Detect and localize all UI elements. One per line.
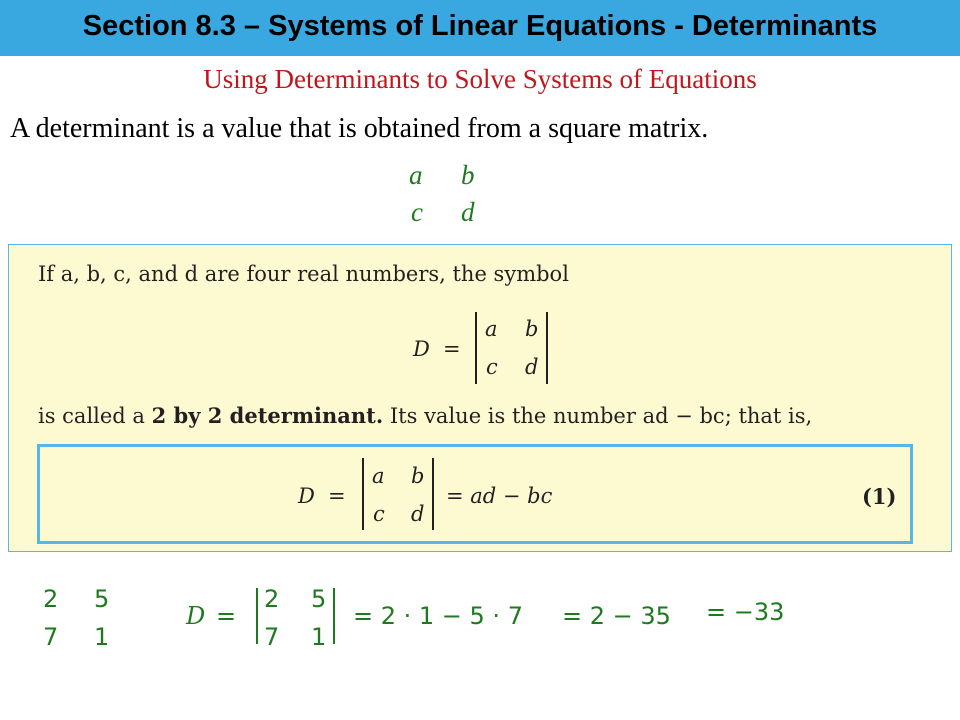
matrix-b: b — [461, 160, 475, 190]
definition-line-2: is called a 2 by 2 determinant. Its value is the number ad − bc; that is, — [38, 403, 813, 428]
formula-b: b — [411, 464, 425, 488]
det-b: b — [525, 317, 539, 341]
formula-D-label: D — [298, 484, 315, 508]
formula-result: = ad − bc — [446, 484, 553, 508]
det-a: a — [485, 317, 498, 341]
example-left-bar — [256, 588, 258, 644]
example-det-m21: 7 — [264, 623, 280, 651]
formula-a: a — [372, 464, 385, 488]
example-m12: 5 — [94, 585, 110, 613]
example-m21: 7 — [43, 623, 59, 651]
formula-right-bar — [432, 458, 434, 530]
matrix-c: c — [411, 197, 423, 227]
formula-equals: = — [328, 484, 346, 508]
formula-c: c — [373, 502, 385, 526]
example-det-m11: 2 — [264, 585, 280, 613]
intro-text: A determinant is a value that is obtained from a square matrix. — [10, 113, 709, 144]
det-left-bar — [475, 312, 477, 384]
matrix-a: a — [409, 160, 423, 190]
slide-subtitle: Using Determinants to Solve Systems of Equations — [203, 64, 757, 94]
example-det-m22: 1 — [311, 623, 327, 651]
formula-left-bar — [362, 458, 364, 530]
example-step-2: = 2 − 35 — [562, 602, 671, 630]
det-D-label: D — [413, 337, 430, 361]
example-right-bar — [333, 588, 335, 644]
formula-d: d — [411, 502, 425, 526]
det-d: d — [525, 355, 539, 379]
example-det-m12: 5 — [311, 585, 327, 613]
example-m11: 2 — [43, 585, 59, 613]
slide-title: Section 8.3 – Systems of Linear Equations - Determinants — [82, 10, 878, 42]
example-m22: 1 — [94, 623, 110, 651]
definition-line-1: If a, b, c, and d are four real numbers, the symbol — [38, 262, 569, 286]
example-equals: = — [216, 602, 237, 630]
equation-number: (1) — [862, 484, 897, 509]
matrix-d: d — [461, 197, 475, 227]
det-equals: = — [443, 337, 461, 361]
det-c: c — [486, 355, 498, 379]
example-step-3: = −33 — [706, 598, 785, 626]
example-D-label: D — [186, 602, 206, 630]
det-right-bar — [546, 312, 548, 384]
example-step-1: = 2 · 1 − 5 · 7 — [353, 602, 523, 630]
